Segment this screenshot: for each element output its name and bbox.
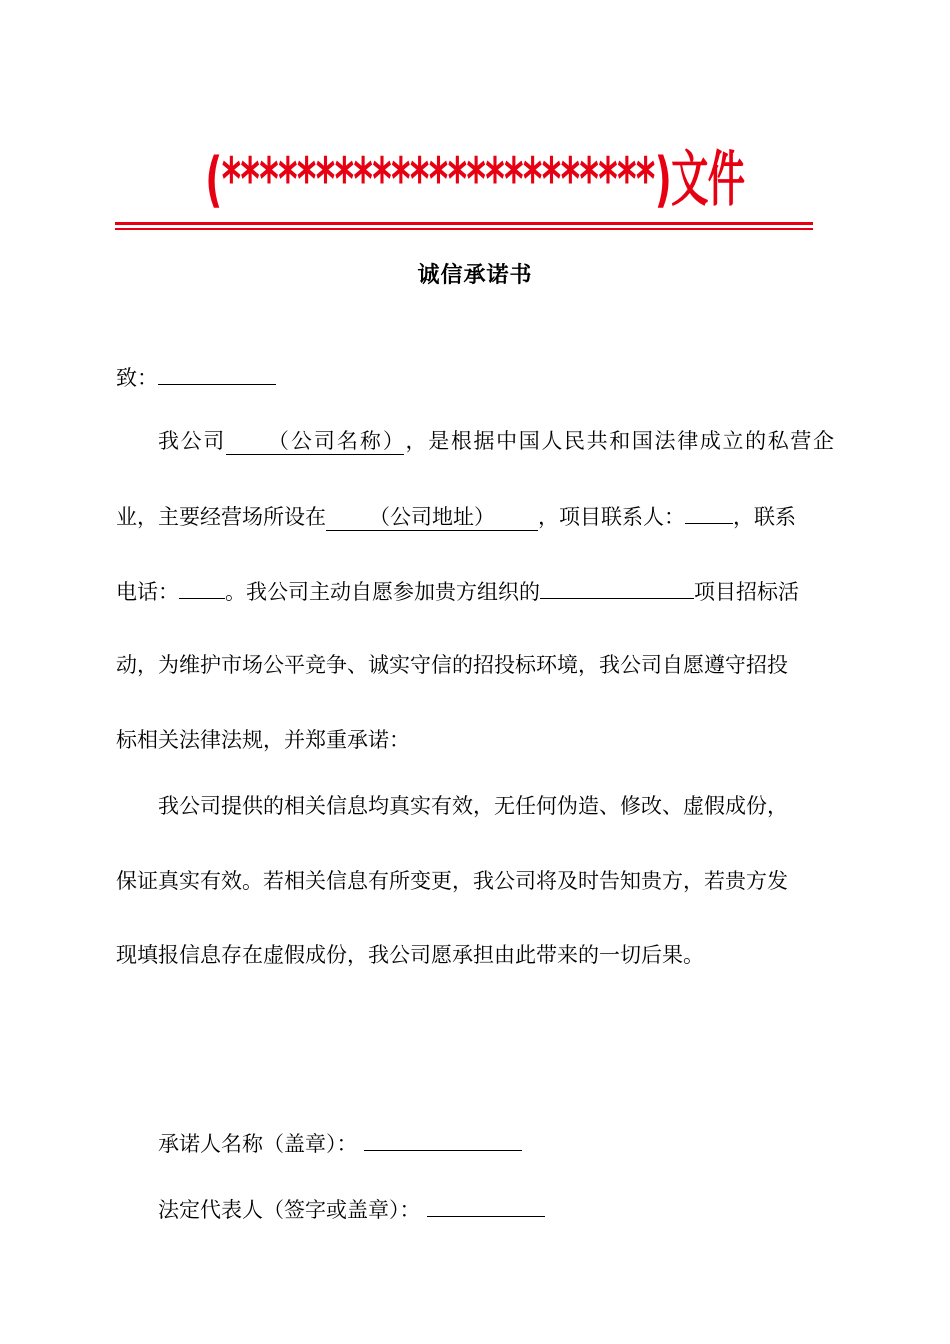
promisor-blank[interactable] (364, 1128, 522, 1151)
p1-text: ，是根据中国人民共和国法律成立的私营企 (403, 429, 835, 453)
p1-text: ，联系 (733, 505, 796, 529)
company-address-field[interactable]: （公司地址） (326, 504, 538, 531)
letterhead-rule-thick (115, 222, 813, 225)
p1-text: 。我公司主动自愿参加贵方组织的 (225, 580, 540, 604)
company-name-field[interactable]: （公司名称） (226, 428, 404, 455)
p1-text: 项目招标活 (694, 580, 799, 604)
p1-line-1 (116, 426, 834, 456)
p2-line-3: 现填报信息存在虚假成份，我公司愿承担由此带来的一切后果。 (116, 943, 704, 967)
document-title: 诚信承诺书 (417, 263, 533, 288)
phone-blank[interactable] (179, 576, 225, 599)
salutation-prefix: 致： (116, 366, 158, 390)
p1-line-4: 动，为维护市场公平竞争、诚实守信的招投标环境，我公司自愿遵守招投 (116, 653, 788, 677)
p1-line-2 (116, 501, 796, 532)
promisor-label: 承诺人名称（盖章）： (158, 1132, 358, 1156)
contact-person-blank[interactable] (685, 501, 733, 524)
salutation-line (116, 362, 276, 393)
p1-text: 我公司 (158, 429, 226, 453)
p2-line-2: 保证真实有效。若相关信息有所变更，我公司将及时告知贵方，若贵方发 (116, 869, 788, 893)
legal-rep-label: 法定代表人（签字或盖章）： (158, 1198, 421, 1222)
letterhead-rule-thin (115, 228, 813, 230)
legal-rep-blank[interactable] (427, 1194, 545, 1217)
recipient-blank[interactable] (158, 362, 276, 385)
p1-line-3 (116, 576, 799, 607)
p1-text: 电话： (116, 580, 179, 604)
p2-line-1: 我公司提供的相关信息均真实有效，无任何伪造、修改、虚假成份， (158, 794, 788, 818)
p1-text: 业，主要经营场所设在 (116, 505, 326, 529)
project-name-blank[interactable] (540, 576, 694, 599)
p1-line-5: 标相关法律法规，并郑重承诺： (116, 728, 410, 752)
letterhead (0, 140, 950, 220)
p1-text: ，项目联系人： (538, 505, 685, 529)
legal-rep-line (158, 1194, 545, 1225)
promisor-line (158, 1128, 522, 1159)
letterhead-title: (***********************)文件 (205, 145, 745, 215)
